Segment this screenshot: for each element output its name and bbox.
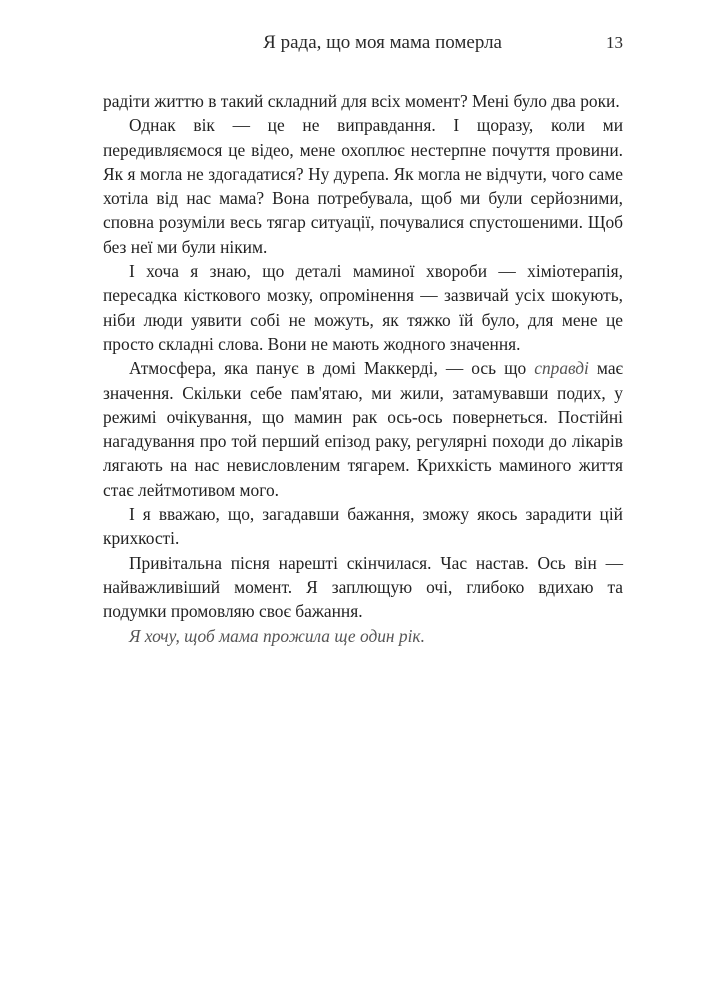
paragraph-4-end: має значення. Скільки себе пам'ятаю, ми жили, затамувавши подих, у режимі очікування, що мамин рак ось-ось повернеться. Постійні нагадування про той перший епізод раку, регулярні походи до лікарів лягають на нас невисловленим тягарем. Крихкість маминого життя стає лейтмотивом мого. xyxy=(103,358,623,500)
running-title: Я рада, що моя мама померла xyxy=(263,32,502,53)
paragraph-2: Однак вік — це не виправдання. І щоразу, коли ми передивляємося це відео, мене охоплює нестерпне почуття провини. Як я могла не здогадатися? Ну дурепа. Як могла не відчути, чого саме хотіла від нас мама? Вона потребувала, щоб ми були серйозними, сповна розуміли весь тягар ситуації, почувалися спустошеними. Щоб без неї ми були ніким. xyxy=(103,115,623,257)
paragraph-3: І хоча я знаю, що деталі маминої хвороби — хіміотерапія, пересадка кісткового мозку, опромінення — зазвичай усіх шокують, ніби люди уявити собі не можуть, як тяжко їй було, для мене це просто складні слова. Вони не мають жодного значення. xyxy=(103,261,623,354)
paragraph-4-start: Атмосфера, яка панує в домі Маккерді, — ось що xyxy=(129,358,535,379)
paragraph-4 xyxy=(103,356,623,502)
page-number: 13 xyxy=(606,33,623,52)
running-head xyxy=(103,30,623,56)
emphasis-word: справді xyxy=(534,358,589,379)
paragraph-1: радіти життю в такий складний для всіх момент? Мені було два роки. xyxy=(103,91,620,111)
body-text xyxy=(103,89,623,648)
paragraph-5: І я вважаю, що, загадавши бажання, зможу якось зарадити цій крихкості. xyxy=(103,504,623,549)
paragraph-6: Привітальна пісня нарешті скінчилася. Час настав. Ось він — найважливіший момент. Я заплющую очі, глибоко вдихаю та подумки промовляю своє бажання. xyxy=(103,552,623,622)
wish-line: Я хочу, щоб мама прожила ще один рік. xyxy=(129,625,425,646)
